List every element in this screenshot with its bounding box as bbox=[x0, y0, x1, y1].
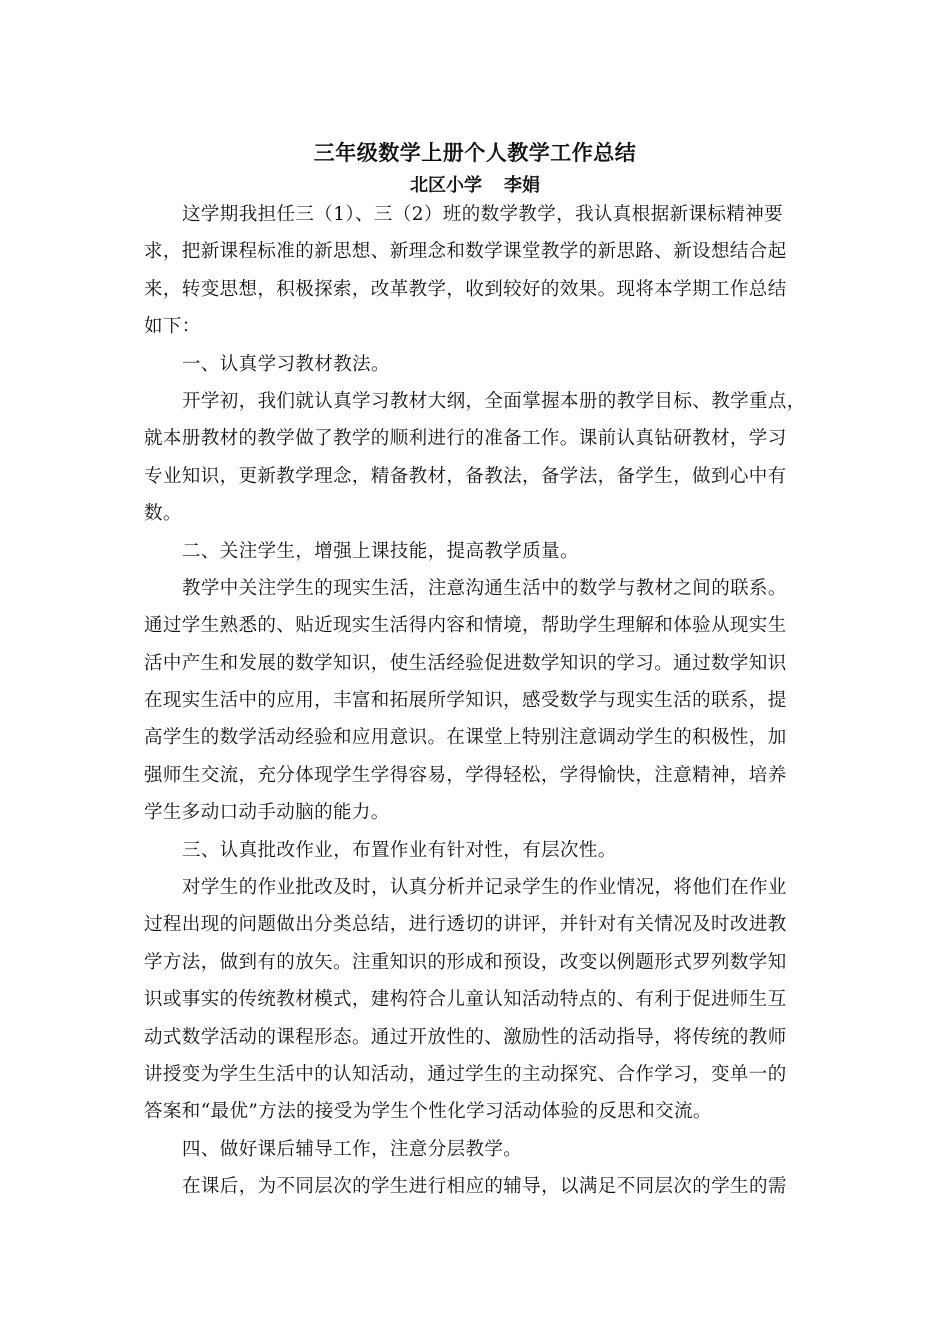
text-line: 数。 bbox=[144, 503, 182, 525]
text-line: 在现实生活中的应用，丰富和拓展所学知识，感受数学与现实生活的联系，提 bbox=[144, 690, 787, 712]
text-line: 学方法，做到有的放矢。注重知识的形成和预设，改变以例题形式罗列数学知 bbox=[144, 951, 787, 973]
text-line: 在课后，为不同层次的学生进行相应的辅导，以满足不同层次的学生的需 bbox=[182, 1176, 787, 1198]
text-line: 一、认真学习教材教法。 bbox=[182, 353, 390, 375]
text-line: 教学中关注学生的现实生活，注意沟通生活中的数学与教材之间的联系。 bbox=[182, 577, 787, 599]
document-body bbox=[144, 196, 824, 1206]
author-name: 李娟 bbox=[504, 175, 540, 196]
text-line: 活中产生和发展的数学知识，使生活经验促进数学知识的学习。通过数学知识 bbox=[144, 652, 787, 674]
text-line: 动式数学活动的课程形态。通过开放性的、激励性的活动指导，将传统的教师 bbox=[144, 1026, 787, 1048]
text-line: 讲授变为学生生活中的认知活动，通过学生的主动探究、合作学习，变单一的 bbox=[144, 1063, 787, 1085]
text-line: 通过学生熟悉的、贴近现实生活得内容和情境，帮助学生理解和体验从现实生 bbox=[144, 615, 787, 637]
text-line: 四、做好课后辅导工作，注意分层教学。 bbox=[182, 1138, 523, 1160]
text-line: 三、认真批改作业，布置作业有针对性，有层次性。 bbox=[182, 839, 617, 861]
text-line: 这学期我担任三（1）、三（2）班的数学教学，我认真根据新课标精神要 bbox=[182, 204, 783, 225]
text-line: 如下： bbox=[144, 316, 201, 338]
text-line: 二、关注学生，增强上课技能，提高教学质量。 bbox=[182, 540, 579, 562]
text-line: 学生多动口动手动脑的能力。 bbox=[144, 802, 390, 824]
text-line: 强师生交流，充分体现学生学得容易，学得轻松，学得愉快，注意精神，培养 bbox=[144, 764, 787, 786]
school-name: 北区小学 bbox=[410, 175, 482, 196]
text-line: 过程出现的问题做出分类总结，进行透切的讲评，并针对有关情况及时改进教 bbox=[144, 914, 787, 936]
text-line: 就本册教材的教学做了教学的顺利进行的准备工作。课前认真钻研教材，学习 bbox=[144, 428, 787, 450]
text-line: 求，把新课程标准的新思想、新理念和数学课堂教学的新思路、新设想结合起 bbox=[144, 241, 787, 263]
text-line: 开学初，我们就认真学习教材大纲，全面掌握本册的教学目标、教学重点， bbox=[182, 390, 806, 412]
text-line: 高学生的数学活动经验和应用意识。在课堂上特别注意调动学生的积极性，加 bbox=[144, 727, 787, 749]
text-line: 来，转变思想，积极探索，改革教学，收到较好的效果。现将本学期工作总结 bbox=[144, 278, 787, 300]
text-line: 专业知识，更新教学理念，精备教材，备教法，备学法，备学生，做到心中有 bbox=[144, 465, 787, 487]
document-title: 三年级数学上册个人教学工作总结 bbox=[313, 140, 637, 165]
text-line: 答案和“最优”方法的接受为学生个性化学习活动体验的反思和交流。 bbox=[144, 1101, 712, 1123]
text-line: 对学生的作业批改及时，认真分析并记录学生的作业情况，将他们在作业 bbox=[182, 877, 787, 899]
text-line: 识或事实的传统教材模式，建构符合儿童认知活动特点的、有利于促进师生互 bbox=[144, 989, 787, 1011]
